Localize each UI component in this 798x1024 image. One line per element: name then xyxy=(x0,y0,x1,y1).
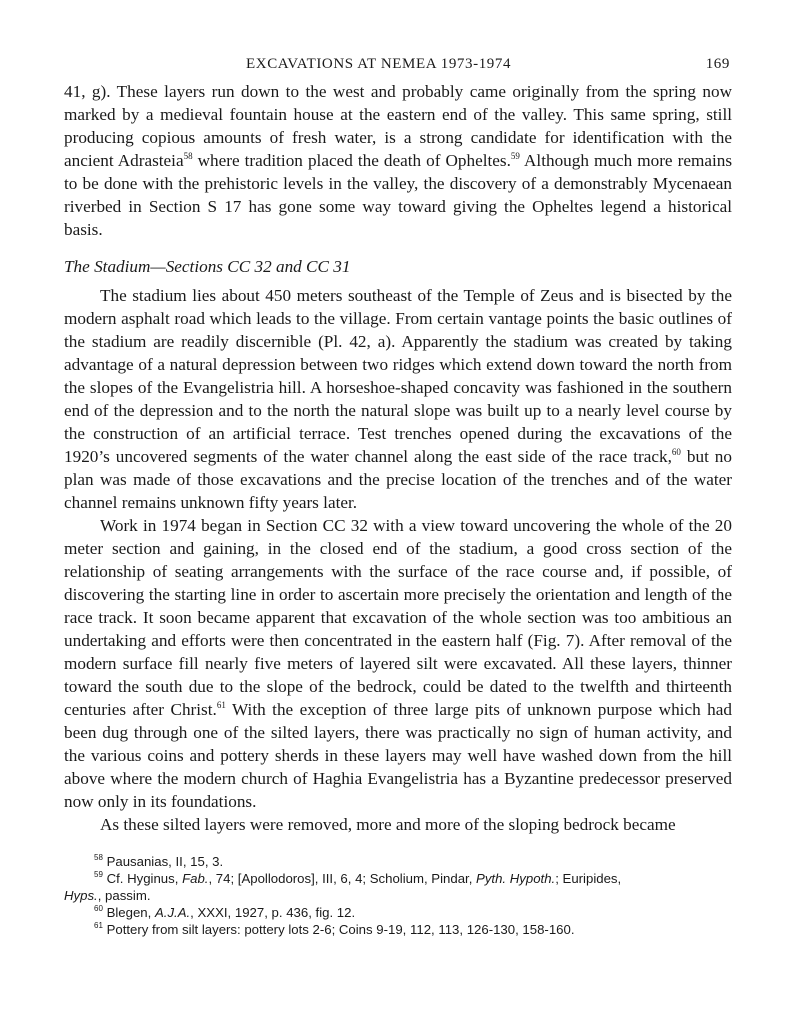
paragraph-2: The stadium lies about 450 meters southeast of the Temple of Zeus and is bisected by the modern asphalt road which leads to the village. From certain vantage points the basic outlines of the stadium are readily discernible (Pl. 42, a). Apparently the stadium was created by taking advantage of a natural depression between two ridges which extend down toward the north from the slopes of the Evangelistria hill. A horseshoe-shaped concavity was fashioned in the southern end of the depression and to the north the natural slope was built up to a nearly level course by the construction of an artificial terrace. Test trenches opened during the excavations of the 1920’s uncovered segments of the water channel along the east side of the race track,$^{60}$ but no plan was made of those excavations and the precise location of the trenches and of the water channel remains unknown fifty years later. xyxy=(64,286,732,512)
section-heading: The Stadium—Sections CC 32 and CC 31 xyxy=(64,257,351,276)
footnotes xyxy=(64,853,732,938)
footnote-60: $^{60}$ Blegen, A.J.A., XXXI, 1927, p. 436, fig. 12. xyxy=(94,904,356,920)
running-title: EXCAVATIONS AT NEMEA 1973-1974 xyxy=(246,56,512,72)
paragraph-3: Work in 1974 began in Section CC 32 with a view toward uncovering the whole of the 20 meter section and gaining, in the closed end of the stadium, a good cross section of the relationship of seating arrangements with the surface of the race course and, if possible, of discovering the starting line in order to ascertain more precisely the orientation and length of the race track. It soon became apparent that excavation of the whole section was too ambitious an undertaking and efforts were then concentrated in the eastern half (Fig. 7). After removal of the modern surface fill nearly five meters of layered silt were excavated. All these layers, thinner toward the south due to the slope of the bedrock, could be dated to the twelfth and thirteenth centuries after Christ.$^{61}$ With the exception of three large pits of unknown purpose which had been dug through one of the silted layers, there was practically no sign of human activity, and the various coins and pottery sherds in these layers may well have washed down from the hill above where the modern church of Haghia Evangelistria has a Byzantine predecessor preserved now only in its foundations. xyxy=(64,516,732,811)
footnote-ref-58[interactable]: 58 xyxy=(183,151,193,161)
page xyxy=(64,50,732,938)
footnote-61: $^{61}$ Pottery from silt layers: pottery lots 2-6; Coins 9-19, 112, 113, 126-130, 158-160. xyxy=(94,921,575,937)
footnote-59: $^{59}$ Cf. Hyginus, Fab., 74; [Apollodoros], III, 6, 4; Scholium, Pindar, Pyth. Hypoth.; Euripides, xyxy=(94,870,622,886)
paragraph-1: 41, g). These layers run down to the west and probably came originally from the spring now marked by a medieval fountain house at the eastern end of the valley. This same spring, still producing copious amounts of fresh water, is a strong candidate for identification with the ancient Adrasteia$^{58}$ where tradition placed the death of Opheltes.$^{59}$ Although much more remains to be done with the prehistoric levels in the valley, the discovery of a demonstrably Mycenaean riverbed in Section S 17 has gone some way toward giving the Opheltes legend a historical basis. xyxy=(64,82,733,239)
footnote-ref-59[interactable]: 59 xyxy=(510,151,520,161)
running-header xyxy=(64,50,732,80)
footnote-59-continued: Hyps., passim. xyxy=(64,888,151,903)
paragraph-4: As these silted layers were removed, more and more of the sloping bedrock became xyxy=(100,815,676,834)
page-number: 169 xyxy=(705,56,730,72)
footnote-ref-60[interactable]: 60 xyxy=(671,447,681,457)
footnote-ref-61[interactable]: 61 xyxy=(216,700,226,710)
footnote-58: $^{58}$ Pausanias, II, 15, 3. xyxy=(94,853,224,869)
